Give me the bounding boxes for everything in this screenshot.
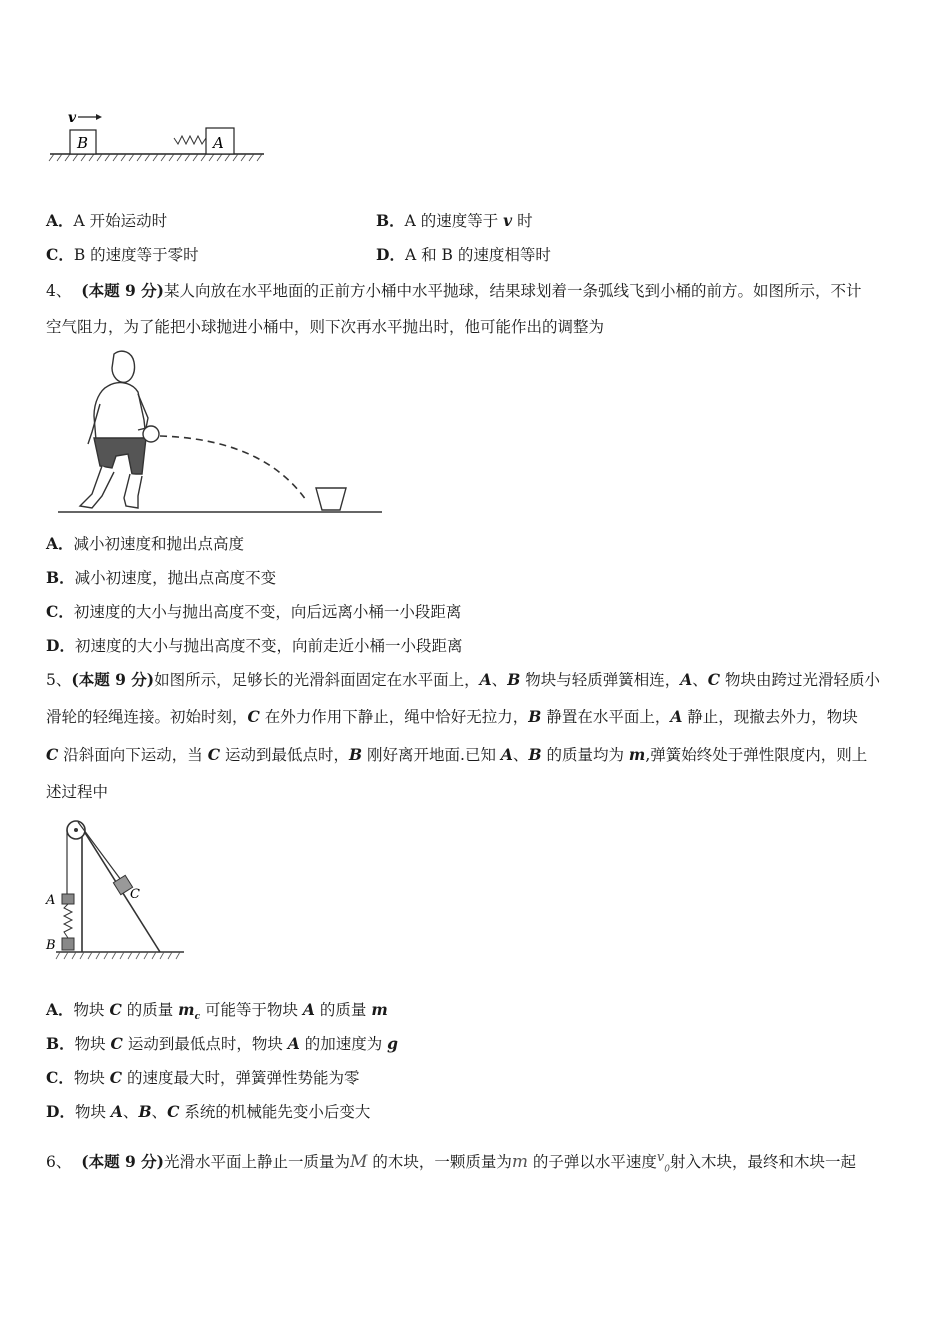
q3-option-c: C．B 的速度等于零时 bbox=[46, 245, 199, 264]
q4-stem-line1: 4、 (本题 9 分)某人向放在水平地面的正前方小桶中水平抛球，结果球划着一条弧线飞到小桶的前方。如图所示，不计 bbox=[46, 281, 862, 300]
q5-stem-line2: 滑轮的轻绳连接。初始时刻，C 在外力作用下静止，绳中恰好无拉力，B 静置在水平面上，A 静止，现撤去外力，物块 bbox=[46, 707, 858, 726]
q4-option-c: C．初速度的大小与抛出高度不变，向后远离小桶一小段距离 bbox=[46, 602, 462, 621]
q4-option-d: D．初速度的大小与抛出高度不变，向前走近小桶一小段距离 bbox=[46, 636, 463, 655]
spring bbox=[174, 136, 206, 144]
figure-blocks-spring bbox=[46, 108, 268, 168]
q4-option-a: A．减小初速度和抛出点高度 bbox=[46, 534, 245, 553]
q6-stem-line1: 6、 (本题 9 分)光滑水平面上静止一质量为M 的木块，一颗质量为m 的子弹以水平速度$^v_0$射入木块，最终和木块一起 bbox=[46, 1150, 857, 1175]
block-b-label: B bbox=[77, 134, 89, 152]
q5-stem-line1: 5、(本题 9 分)如图所示，足够长的光滑斜面固定在水平面上，A、B 物块与轻质弹簧相连，A、C 物块由跨过光滑轻质小 bbox=[46, 670, 881, 689]
q5-option-a: A．物块 C 的质量 $m_c$ 可能等于物块 A 的质量 m bbox=[46, 1000, 388, 1023]
q5-option-c: C．物块 C 的速度最大时，弹簧弹性势能为零 bbox=[46, 1068, 360, 1087]
fig3-label-b: B bbox=[46, 938, 56, 953]
figure-pulley-incline bbox=[44, 814, 190, 966]
figure-ball-throw bbox=[56, 346, 386, 518]
fig3-label-a: A bbox=[46, 893, 56, 908]
q4-stem-line2: 空气阻力，为了能把小球抛进小桶中，则下次再水平抛出时，他可能作出的调整为 bbox=[46, 318, 605, 336]
q5-option-d: D．物块 A、B、C 系统的机械能先变小后变大 bbox=[46, 1102, 371, 1121]
q5-option-b: B．物块 C 运动到最低点时，物块 A 的加速度为 g bbox=[46, 1034, 398, 1053]
q5-stem-line4: 述过程中 bbox=[46, 783, 109, 801]
q3-option-a: A．A 开始运动时 bbox=[46, 211, 168, 230]
block-a-label: A bbox=[213, 134, 224, 152]
q3-option-b: B．A 的速度等于 v 时 bbox=[376, 211, 533, 230]
fig3-label-c: C bbox=[130, 887, 140, 902]
q5-stem-line3: C 沿斜面向下运动，当 C 运动到最低点时，B 刚好离开地面.已知 A、B 的质量均为 m,弹簧始终处于弹性限度内，则上 bbox=[46, 745, 868, 764]
velocity-label: v bbox=[68, 110, 77, 126]
q3-option-d: D．A 和 B 的速度相等时 bbox=[376, 245, 551, 264]
q4-option-b: B．减小初速度，抛出点高度不变 bbox=[46, 568, 277, 587]
